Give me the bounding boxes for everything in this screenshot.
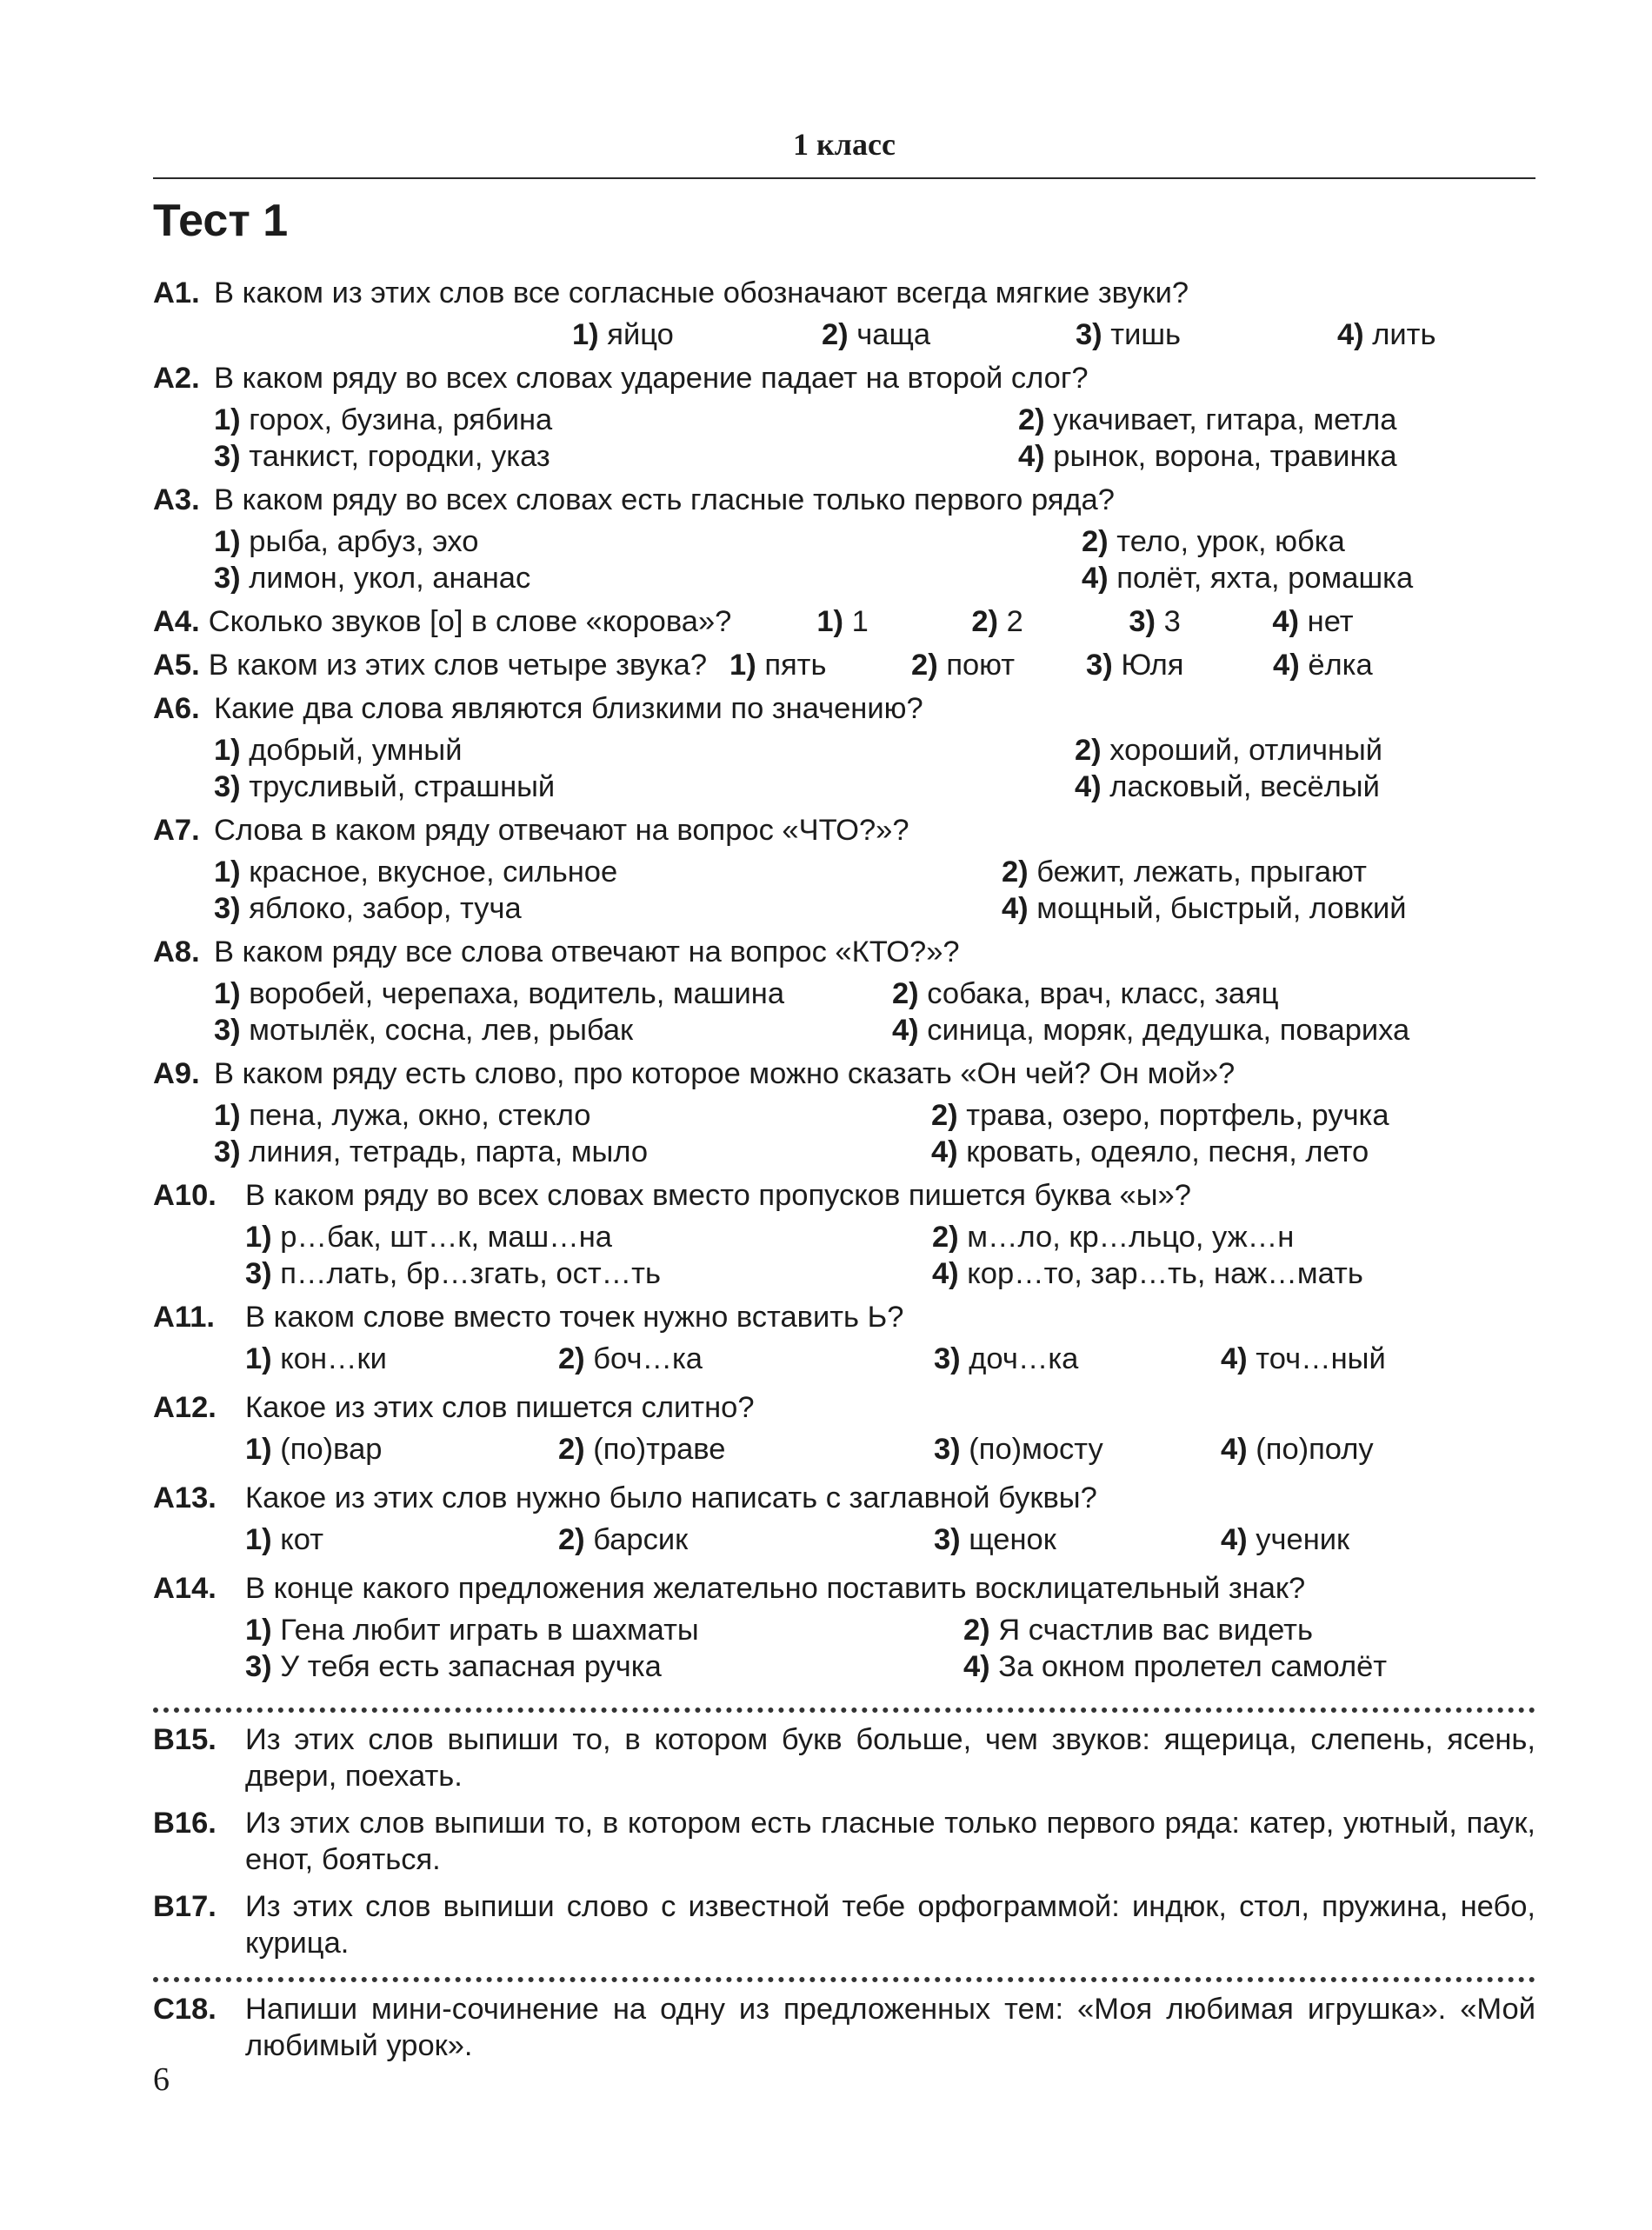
question-a5 [153,647,1535,690]
section-divider [153,1707,1535,1713]
question-text: Слова в каком ряду отвечают на вопрос «ЧТО?»? [214,814,909,847]
option-3[interactable]: 3) линия, тетрадь, парта, мыло [214,1135,649,1168]
option-2[interactable]: 2) трава, озеро, портфель, ручка [931,1099,1389,1132]
option-2[interactable]: 2) м…ло, кр…льцо, уж…н [932,1221,1295,1254]
question-b17 [153,1888,1535,1961]
option-2[interactable]: 2) Я счастлив вас видеть [963,1614,1313,1647]
test-content [153,275,1535,2074]
question-text: В каком ряду есть слово, про которое можно сказать «Он чей? Он мой»? [214,1057,1236,1090]
question-b16 [153,1805,1535,1878]
question-number: А7. [153,814,200,847]
option-1[interactable]: 1) кон…ки [245,1342,387,1375]
option-1[interactable]: 1) горох, бузина, рябина [214,403,553,436]
question-number: А13. [153,1481,216,1514]
question-text: В конце какого предложения желательно поставить восклицательный знак? [245,1572,1306,1605]
question-a6 [153,690,1535,812]
question-text: В каком из этих слов все согласные обозначают всегда мягкие звуки? [214,276,1189,310]
question-text: Какое из этих слов пишется слитно? [245,1391,755,1424]
option-4[interactable]: 4) точ…ный [1221,1342,1386,1375]
question-a2 [153,360,1535,482]
question-a1 [153,275,1535,360]
answer-options [153,727,1535,812]
option-4[interactable]: 4) синица, моряк, дедушка, повариха [892,1014,1410,1047]
question-number: С18. [153,1993,216,2026]
option-4[interactable]: 4) рынок, ворона, травинка [1018,440,1397,473]
option-1[interactable]: 1) яйцо [572,318,674,351]
question-number: А1. [153,276,200,310]
question-number: А9. [153,1057,200,1090]
question-b15 [153,1721,1535,1794]
question-number: В17. [153,1890,216,1923]
option-3[interactable]: 3) тишь [1076,318,1182,351]
question-a3 [153,482,1535,603]
page-header [153,120,1535,179]
question-text: Сколько звуков [о] в слове «корова»? [208,605,732,638]
answer-options [153,1335,1535,1389]
question-number: А4. [153,605,200,638]
grade-label: 1 класс [793,127,896,162]
option-3[interactable]: 3) мотылёк, сосна, лев, рыбак [214,1014,634,1047]
option-2[interactable]: 2) чаща [822,318,931,351]
option-1[interactable]: 1) добрый, умный [214,734,463,767]
question-number: А8. [153,935,200,969]
question-text: В каком ряду во всех словах ударение падает на второй слог? [214,362,1089,395]
question-number: А14. [153,1572,216,1605]
question-text: Из этих слов выпиши то, в котором букв больше, чем звуков: ящерица, слепень, ясень, двери, поехать. [245,1723,1535,1793]
option-4[interactable]: 4) ласковый, весёлый [1075,770,1380,803]
question-a4 [153,603,1535,647]
option-3[interactable]: 3) Юля [1086,649,1184,682]
question-a13 [153,1480,1535,1570]
option-2[interactable]: 2) бежит, лежать, прыгают [1002,855,1367,889]
question-number: А2. [153,362,200,395]
question-number: А11. [153,1301,215,1334]
option-1[interactable]: 1) пена, лужа, окно, стекло [214,1099,591,1132]
option-4[interactable]: 4) За окном пролетел самолёт [963,1650,1388,1683]
option-2[interactable]: 2) 2 [971,605,1023,638]
question-text: В каком ряду во всех словах вместо пропусков пишется буква «ы»? [245,1179,1191,1212]
option-2[interactable]: 2) (по)траве [558,1433,726,1466]
option-4[interactable]: 4) мощный, быстрый, ловкий [1002,892,1407,925]
option-3[interactable]: 3) трусливый, страшный [214,770,556,803]
question-number: А10. [153,1179,216,1212]
option-3[interactable]: 3) танкист, городки, указ [214,440,550,473]
question-number: В15. [153,1723,216,1756]
option-1[interactable]: 1) Гена любит играть в шахматы [245,1614,699,1647]
option-4[interactable]: 4) лить [1337,318,1436,351]
answer-options [153,1607,1535,1692]
option-2[interactable]: 2) укачивает, гитара, метла [1018,403,1397,436]
question-number: А5. [153,649,200,682]
answer-options [816,603,1353,640]
option-2[interactable]: 2) тело, урок, юбка [1082,525,1345,558]
question-c18 [153,1991,1535,2064]
answer-options [729,647,1373,683]
option-1[interactable]: 1) красное, вкусное, сильное [214,855,618,889]
option-2[interactable]: 2) хороший, отличный [1075,734,1383,767]
answer-options [153,396,1535,482]
option-3[interactable]: 3) 3 [1129,605,1181,638]
section-divider [153,1977,1535,1982]
answer-options [153,311,1535,360]
question-text: Какое из этих слов нужно было написать с заглавной буквы? [245,1481,1097,1514]
test-title: Тест 1 [153,196,289,246]
option-3[interactable]: 3) щенок [934,1523,1056,1556]
question-number: В16. [153,1807,216,1840]
option-4[interactable]: 4) кор…то, зар…ть, наж…мать [932,1257,1363,1290]
option-1[interactable]: 1) 1 [816,605,869,638]
option-4[interactable]: 4) (по)полу [1221,1433,1374,1466]
question-text: Какие два слова являются близкими по значению? [214,692,923,725]
question-number: А3. [153,483,200,516]
option-3[interactable]: 3) У тебя есть запасная ручка [245,1650,662,1683]
option-4[interactable]: 4) ученик [1221,1523,1350,1556]
option-1[interactable]: 1) кот [245,1523,323,1556]
question-a11 [153,1299,1535,1389]
question-a8 [153,934,1535,1055]
option-4[interactable]: 4) полёт, яхта, ромашка [1082,562,1414,595]
option-2[interactable]: 2) барсик [558,1523,689,1556]
question-a9 [153,1055,1535,1177]
answer-options [153,970,1535,1055]
question-a14 [153,1570,1535,1692]
question-a10 [153,1177,1535,1299]
option-3[interactable]: 3) п…лать, бр…згать, ост…ть [245,1257,661,1290]
question-text: В каком ряду все слова отвечают на вопрос «КТО?»? [214,935,960,969]
option-2[interactable]: 2) боч…ка [558,1342,703,1375]
option-4[interactable]: 4) ёлка [1273,649,1373,682]
question-text: Напиши мини-сочинение на одну из предложенных тем: «Моя любимая игрушка». «Мой любимый урок». [245,1993,1535,2062]
answer-options [153,1092,1535,1177]
option-1[interactable]: 1) воробей, черепаха, водитель, машина [214,977,785,1010]
question-text: Из этих слов выпиши то, в котором есть гласные только первого ряда: катер, уютный, паук, енот, бояться. [245,1807,1535,1876]
option-1[interactable]: 1) (по)вар [245,1433,383,1466]
question-number: А12. [153,1391,216,1424]
page-number: 6 [153,2061,170,2098]
question-text: В каком из этих слов четыре звука? [208,649,708,682]
option-3[interactable]: 3) доч…ка [934,1342,1079,1375]
option-4[interactable]: 4) нет [1272,605,1354,638]
option-3[interactable]: 3) (по)мосту [934,1433,1103,1466]
answer-options [153,849,1535,934]
option-1[interactable]: 1) р…бак, шт…к, маш…на [245,1221,612,1254]
answer-options [153,1516,1535,1570]
question-a12 [153,1389,1535,1480]
question-text: Из этих слов выпиши слово с известной тебе орфограммой: индюк, стол, пружина, небо, курица. [245,1890,1535,1960]
option-1[interactable]: 1) рыба, арбуз, эхо [214,525,479,558]
option-3[interactable]: 3) лимон, укол, ананас [214,562,531,595]
answer-options [153,1214,1535,1299]
option-2[interactable]: 2) собака, врач, класс, заяц [892,977,1279,1010]
option-3[interactable]: 3) яблоко, забор, туча [214,892,522,925]
answer-options [153,518,1535,603]
question-text: В каком ряду во всех словах есть гласные только первого ряда? [214,483,1115,516]
question-a7 [153,812,1535,934]
question-number: А6. [153,692,200,725]
option-4[interactable]: 4) кровать, одеяло, песня, лето [931,1135,1369,1168]
answer-options [153,1426,1535,1480]
question-text: В каком слове вместо точек нужно вставить Ь? [245,1301,904,1334]
option-1[interactable]: 1) пять [729,649,827,682]
option-2[interactable]: 2) поют [911,649,1016,682]
